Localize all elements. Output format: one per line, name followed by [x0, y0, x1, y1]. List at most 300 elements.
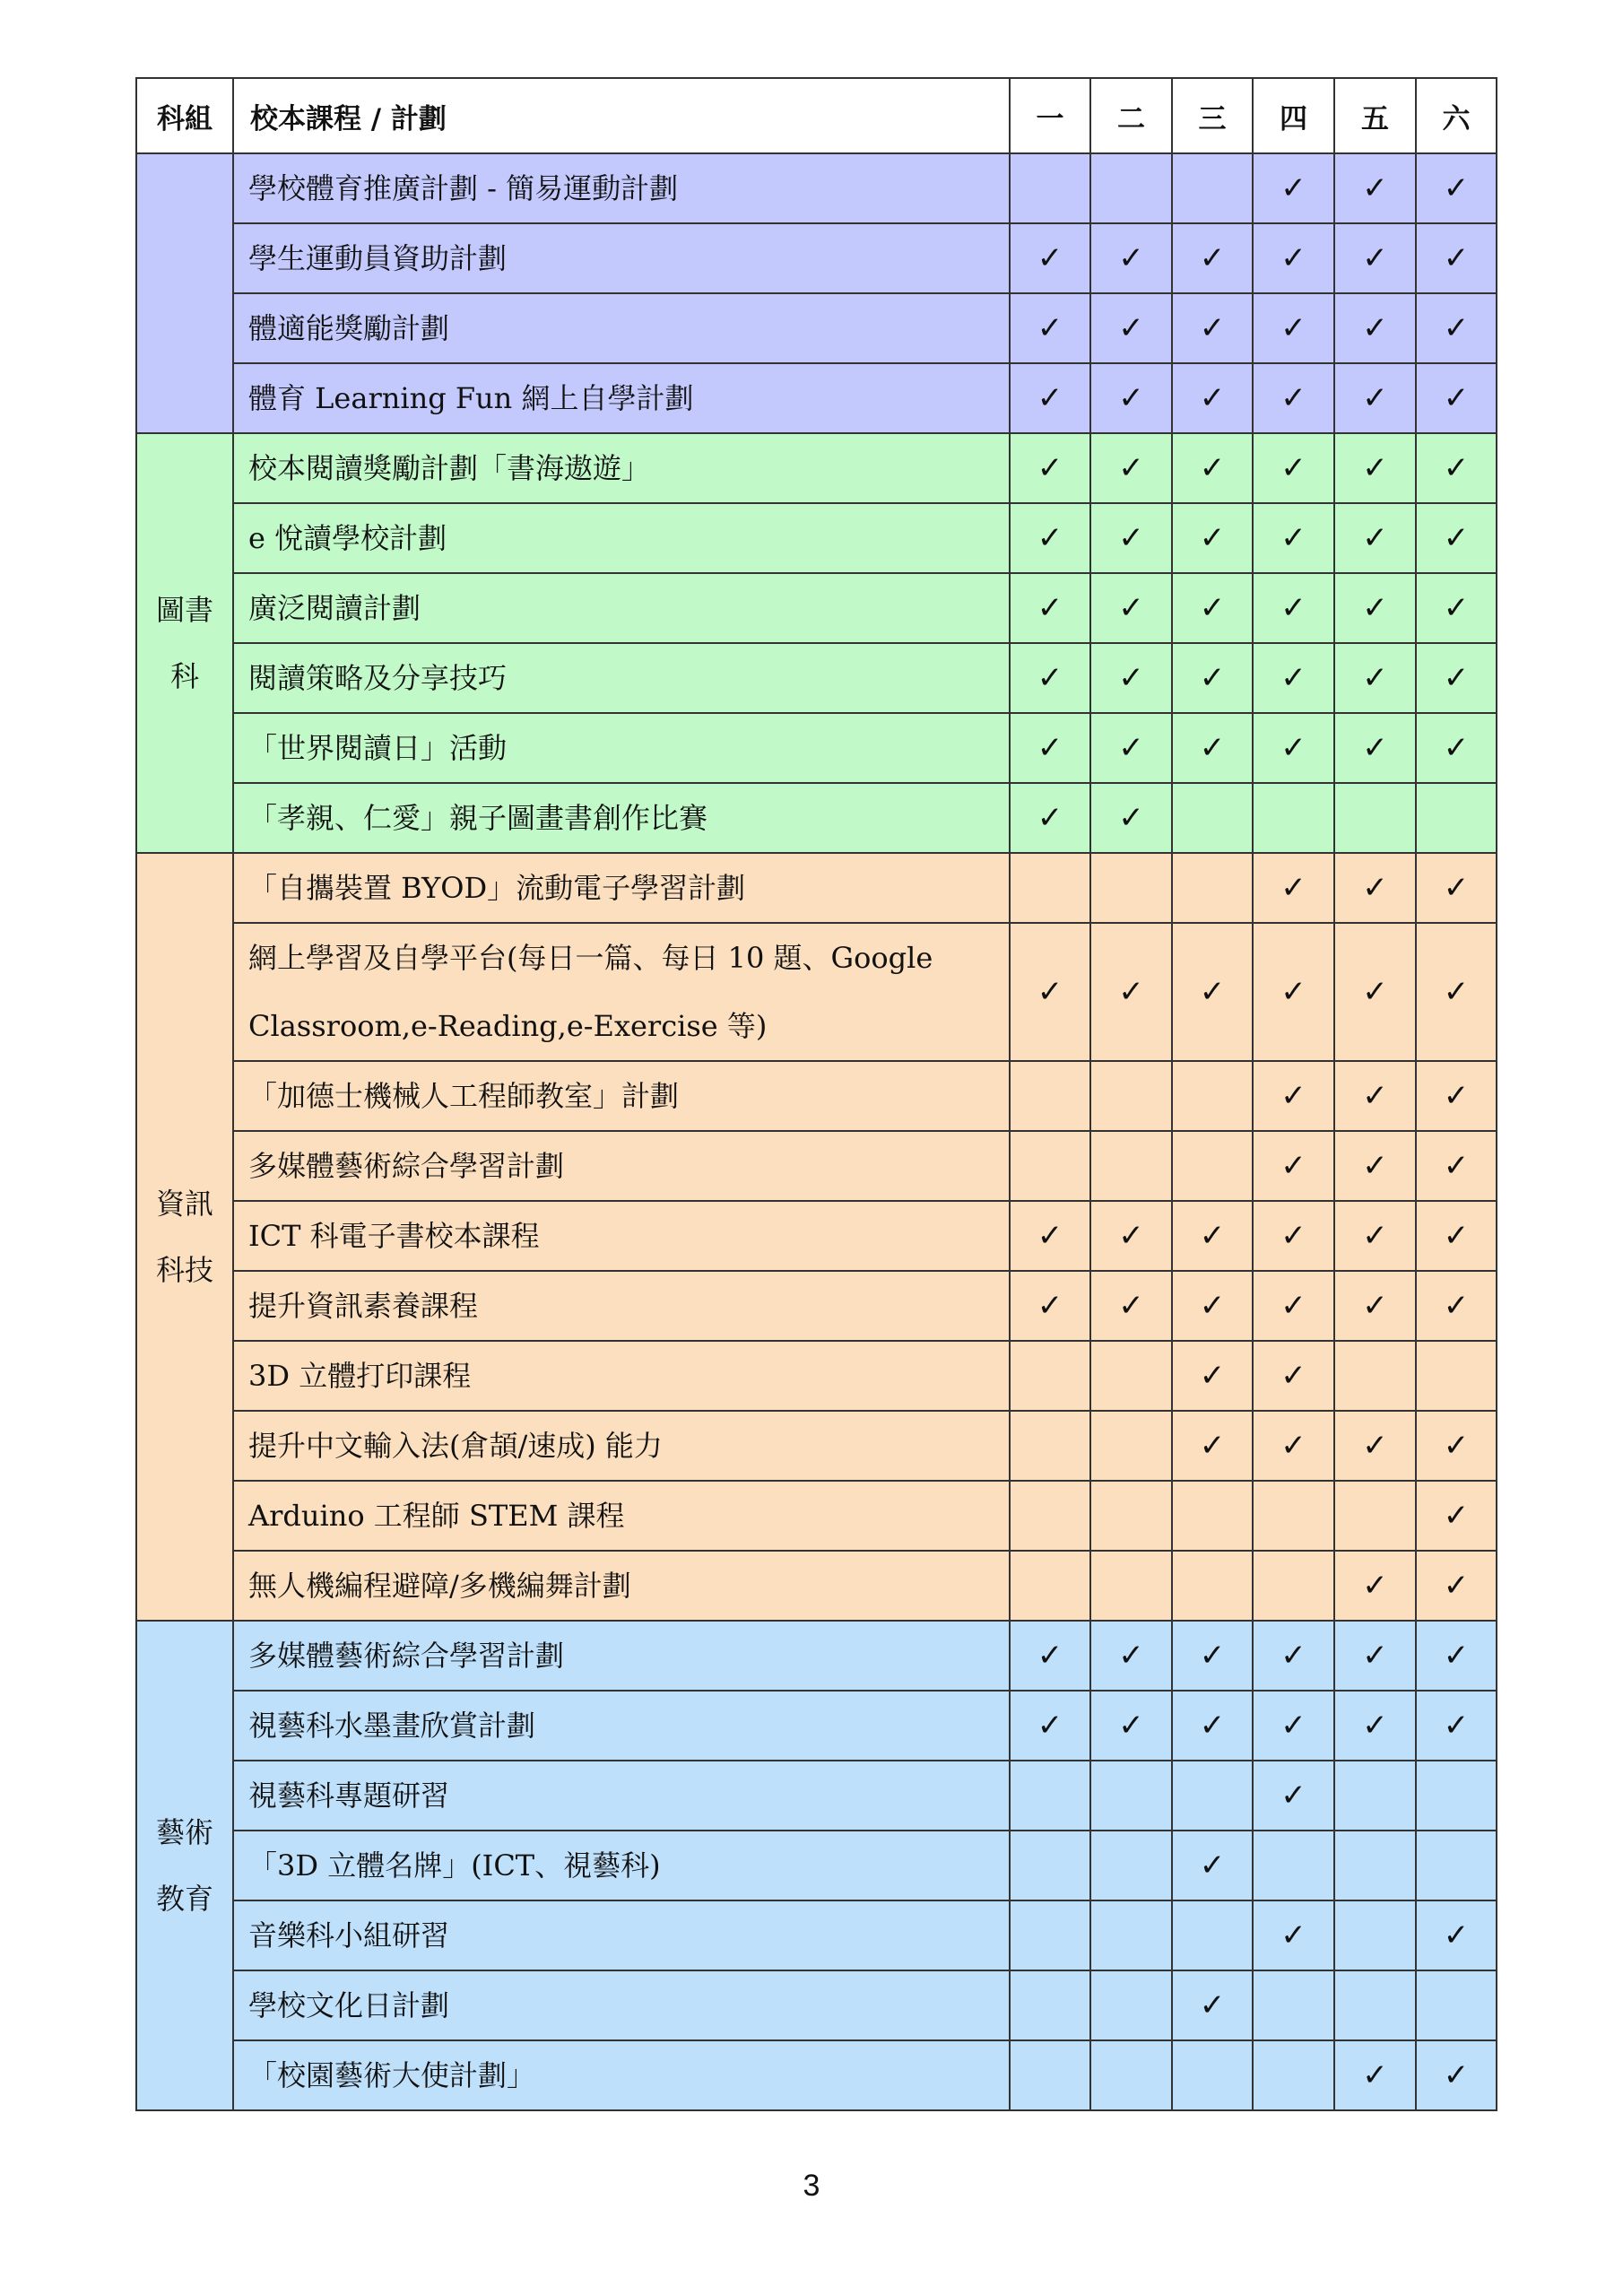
grade-1-cell	[1010, 1621, 1090, 1691]
grade-4-cell	[1253, 1621, 1334, 1691]
grade-4-cell	[1253, 783, 1334, 853]
grade-2-cell	[1090, 643, 1172, 713]
check-icon: ✓	[1037, 974, 1063, 1010]
check-icon: ✓	[1280, 1918, 1306, 1953]
grade-4-cell	[1253, 1970, 1334, 2040]
check-icon: ✓	[1443, 1288, 1470, 1324]
subject-group-cell: 資訊 科技	[136, 853, 233, 1621]
check-icon: ✓	[1362, 520, 1388, 556]
grade-5-cell	[1334, 783, 1416, 853]
grade-3-cell	[1172, 1201, 1253, 1271]
grade-5-cell	[1334, 923, 1416, 1061]
check-icon: ✓	[1037, 240, 1063, 276]
grade-3-cell	[1172, 1621, 1253, 1691]
course-name-cell: 多媒體藝術綜合學習計劃	[233, 1621, 1010, 1691]
grade-2-cell	[1090, 573, 1172, 643]
grade-6-cell	[1416, 2040, 1497, 2110]
table-row	[136, 1970, 1497, 2040]
grade-2-cell	[1090, 853, 1172, 923]
grade-1-cell	[1010, 293, 1090, 363]
check-icon: ✓	[1362, 1078, 1388, 1114]
grade-1-cell	[1010, 2040, 1090, 2110]
header-grade-4: 四	[1253, 78, 1334, 153]
grade-5-cell	[1334, 1761, 1416, 1831]
grade-3-cell	[1172, 1481, 1253, 1551]
table-row	[136, 503, 1497, 573]
curriculum-table	[135, 77, 1497, 2111]
check-icon: ✓	[1362, 1708, 1388, 1744]
grade-1-cell	[1010, 1900, 1090, 1970]
check-icon: ✓	[1280, 1638, 1306, 1674]
grade-1-cell	[1010, 1691, 1090, 1761]
check-icon: ✓	[1280, 380, 1306, 416]
check-icon: ✓	[1118, 450, 1144, 486]
header-grade-1: 一	[1010, 78, 1090, 153]
grade-6-cell	[1416, 1831, 1497, 1900]
check-icon: ✓	[1199, 974, 1226, 1010]
grade-1-cell	[1010, 503, 1090, 573]
grade-5-cell	[1334, 1900, 1416, 1970]
course-name-cell: 「自攜裝置 BYOD」流動電子學習計劃	[233, 853, 1010, 923]
check-icon: ✓	[1443, 450, 1470, 486]
grade-1-cell	[1010, 923, 1090, 1061]
check-icon: ✓	[1443, 310, 1470, 346]
check-icon: ✓	[1280, 1708, 1306, 1744]
check-icon: ✓	[1443, 870, 1470, 906]
grade-6-cell	[1416, 783, 1497, 853]
check-icon: ✓	[1280, 1218, 1306, 1254]
grade-2-cell	[1090, 1831, 1172, 1900]
check-icon: ✓	[1362, 450, 1388, 486]
grade-3-cell	[1172, 503, 1253, 573]
course-name-cell: 網上學習及自學平台(每日一篇、每日 10 題、Google Classroom,e-Reading,e-Exercise 等)	[233, 923, 1010, 1061]
check-icon: ✓	[1037, 1638, 1063, 1674]
grade-5-cell	[1334, 1341, 1416, 1411]
check-icon: ✓	[1199, 450, 1226, 486]
grade-6-cell	[1416, 153, 1497, 223]
check-icon: ✓	[1280, 1288, 1306, 1324]
course-name-cell: 閱讀策略及分享技巧	[233, 643, 1010, 713]
check-icon: ✓	[1199, 660, 1226, 696]
check-icon: ✓	[1199, 1218, 1226, 1254]
check-icon: ✓	[1199, 240, 1226, 276]
table-row	[136, 1900, 1497, 1970]
table-row	[136, 643, 1497, 713]
grade-2-cell	[1090, 153, 1172, 223]
grade-6-cell	[1416, 573, 1497, 643]
grade-2-cell	[1090, 1481, 1172, 1551]
check-icon: ✓	[1118, 590, 1144, 626]
table-row	[136, 1621, 1497, 1691]
check-icon: ✓	[1443, 974, 1470, 1010]
grade-3-cell	[1172, 293, 1253, 363]
check-icon: ✓	[1199, 1848, 1226, 1883]
check-icon: ✓	[1118, 380, 1144, 416]
grade-1-cell	[1010, 1271, 1090, 1341]
grade-4-cell	[1253, 573, 1334, 643]
check-icon: ✓	[1443, 1428, 1470, 1464]
grade-6-cell	[1416, 1970, 1497, 2040]
page-number: 3	[803, 2169, 820, 2203]
grade-5-cell	[1334, 363, 1416, 433]
course-name-cell: 無人機編程避障/多機編舞計劃	[233, 1551, 1010, 1621]
check-icon: ✓	[1118, 974, 1144, 1010]
grade-6-cell	[1416, 713, 1497, 783]
grade-5-cell	[1334, 1131, 1416, 1201]
grade-1-cell	[1010, 1131, 1090, 1201]
grade-4-cell	[1253, 1831, 1334, 1900]
table-row	[136, 1341, 1497, 1411]
check-icon: ✓	[1362, 1288, 1388, 1324]
header-course: 校本課程 / 計劃	[233, 78, 1010, 153]
check-icon: ✓	[1443, 1498, 1470, 1534]
check-icon: ✓	[1362, 1148, 1388, 1184]
course-name-cell: 「世界閱讀日」活動	[233, 713, 1010, 783]
course-name-cell: 多媒體藝術綜合學習計劃	[233, 1131, 1010, 1201]
course-name-cell: 「孝親、仁愛」親子圖畫書創作比賽	[233, 783, 1010, 853]
check-icon: ✓	[1443, 1218, 1470, 1254]
table-row	[136, 363, 1497, 433]
grade-4-cell	[1253, 853, 1334, 923]
grade-6-cell	[1416, 503, 1497, 573]
grade-5-cell	[1334, 153, 1416, 223]
check-icon: ✓	[1362, 660, 1388, 696]
header-grade-5: 五	[1334, 78, 1416, 153]
table-row	[136, 1061, 1497, 1131]
check-icon: ✓	[1362, 590, 1388, 626]
course-name-cell: 音樂科小組研習	[233, 1900, 1010, 1970]
check-icon: ✓	[1443, 240, 1470, 276]
grade-2-cell	[1090, 923, 1172, 1061]
grade-4-cell	[1253, 1341, 1334, 1411]
grade-2-cell	[1090, 363, 1172, 433]
table-row	[136, 1761, 1497, 1831]
grade-5-cell	[1334, 1621, 1416, 1691]
grade-5-cell	[1334, 1271, 1416, 1341]
grade-5-cell	[1334, 1551, 1416, 1621]
check-icon: ✓	[1362, 870, 1388, 906]
check-icon: ✓	[1118, 1218, 1144, 1254]
grade-5-cell	[1334, 1411, 1416, 1481]
check-icon: ✓	[1118, 520, 1144, 556]
table-row	[136, 1691, 1497, 1761]
grade-5-cell	[1334, 573, 1416, 643]
grade-5-cell	[1334, 1831, 1416, 1900]
grade-1-cell	[1010, 1341, 1090, 1411]
grade-4-cell	[1253, 1061, 1334, 1131]
grade-5-cell	[1334, 433, 1416, 503]
grade-4-cell	[1253, 293, 1334, 363]
table-row	[136, 573, 1497, 643]
check-icon: ✓	[1199, 1638, 1226, 1674]
grade-6-cell	[1416, 1131, 1497, 1201]
grade-2-cell	[1090, 1970, 1172, 2040]
check-icon: ✓	[1443, 520, 1470, 556]
grade-5-cell	[1334, 1970, 1416, 2040]
grade-2-cell	[1090, 1341, 1172, 1411]
grade-4-cell	[1253, 1411, 1334, 1481]
grade-1-cell	[1010, 783, 1090, 853]
grade-2-cell	[1090, 1761, 1172, 1831]
grade-4-cell	[1253, 923, 1334, 1061]
grade-6-cell	[1416, 363, 1497, 433]
grade-3-cell	[1172, 1341, 1253, 1411]
grade-5-cell	[1334, 2040, 1416, 2110]
course-name-cell: e 悅讀學校計劃	[233, 503, 1010, 573]
grade-3-cell	[1172, 153, 1253, 223]
course-name-cell: 學校文化日計劃	[233, 1970, 1010, 2040]
course-name-cell: 視藝科水墨畫欣賞計劃	[233, 1691, 1010, 1761]
check-icon: ✓	[1037, 1288, 1063, 1324]
check-icon: ✓	[1362, 310, 1388, 346]
grade-2-cell	[1090, 783, 1172, 853]
grade-1-cell	[1010, 1061, 1090, 1131]
grade-2-cell	[1090, 223, 1172, 293]
course-name-cell: 體育 Learning Fun 網上自學計劃	[233, 363, 1010, 433]
grade-3-cell	[1172, 1691, 1253, 1761]
table-row	[136, 783, 1497, 853]
grade-6-cell	[1416, 1481, 1497, 1551]
grade-4-cell	[1253, 1481, 1334, 1551]
check-icon: ✓	[1280, 310, 1306, 346]
table-body	[136, 153, 1497, 2110]
grade-5-cell	[1334, 1061, 1416, 1131]
grade-3-cell	[1172, 1411, 1253, 1481]
grade-1-cell	[1010, 223, 1090, 293]
check-icon: ✓	[1443, 1638, 1470, 1674]
grade-1-cell	[1010, 363, 1090, 433]
check-icon: ✓	[1280, 240, 1306, 276]
grade-6-cell	[1416, 1271, 1497, 1341]
check-icon: ✓	[1118, 800, 1144, 836]
grade-1-cell	[1010, 573, 1090, 643]
course-name-cell: 「校園藝術大使計劃」	[233, 2040, 1010, 2110]
check-icon: ✓	[1443, 2057, 1470, 2093]
check-icon: ✓	[1443, 1918, 1470, 1953]
course-name-cell: 學生運動員資助計劃	[233, 223, 1010, 293]
grade-6-cell	[1416, 1411, 1497, 1481]
check-icon: ✓	[1199, 1358, 1226, 1394]
check-icon: ✓	[1280, 520, 1306, 556]
check-icon: ✓	[1443, 1148, 1470, 1184]
grade-4-cell	[1253, 713, 1334, 783]
check-icon: ✓	[1199, 1428, 1226, 1464]
grade-3-cell	[1172, 573, 1253, 643]
check-icon: ✓	[1280, 1778, 1306, 1813]
table-row	[136, 1831, 1497, 1900]
check-icon: ✓	[1362, 380, 1388, 416]
table-row	[136, 1201, 1497, 1271]
course-name-cell: 提升中文輸入法(倉頡/速成) 能力	[233, 1411, 1010, 1481]
check-icon: ✓	[1443, 590, 1470, 626]
grade-2-cell	[1090, 1900, 1172, 1970]
grade-2-cell	[1090, 713, 1172, 783]
grade-2-cell	[1090, 1551, 1172, 1621]
check-icon: ✓	[1199, 520, 1226, 556]
grade-5-cell	[1334, 1481, 1416, 1551]
course-name-cell: 廣泛閱讀計劃	[233, 573, 1010, 643]
grade-1-cell	[1010, 1970, 1090, 2040]
table-row	[136, 1131, 1497, 1201]
grade-4-cell	[1253, 2040, 1334, 2110]
check-icon: ✓	[1199, 1987, 1226, 2023]
check-icon: ✓	[1118, 1288, 1144, 1324]
grade-2-cell	[1090, 433, 1172, 503]
header-grade-6: 六	[1416, 78, 1497, 153]
check-icon: ✓	[1443, 1078, 1470, 1114]
grade-3-cell	[1172, 643, 1253, 713]
check-icon: ✓	[1362, 2057, 1388, 2093]
check-icon: ✓	[1037, 1218, 1063, 1254]
grade-1-cell	[1010, 713, 1090, 783]
grade-4-cell	[1253, 223, 1334, 293]
grade-3-cell	[1172, 1131, 1253, 1201]
check-icon: ✓	[1443, 1708, 1470, 1744]
check-icon: ✓	[1362, 730, 1388, 766]
grade-2-cell	[1090, 1271, 1172, 1341]
grade-6-cell	[1416, 1201, 1497, 1271]
grade-6-cell	[1416, 1551, 1497, 1621]
check-icon: ✓	[1037, 660, 1063, 696]
grade-6-cell	[1416, 853, 1497, 923]
grade-1-cell	[1010, 1761, 1090, 1831]
table-row	[136, 1411, 1497, 1481]
course-name-cell: 提升資訊素養課程	[233, 1271, 1010, 1341]
grade-4-cell	[1253, 1201, 1334, 1271]
table-row	[136, 153, 1497, 223]
grade-6-cell	[1416, 1900, 1497, 1970]
table-row	[136, 2040, 1497, 2110]
check-icon: ✓	[1280, 730, 1306, 766]
check-icon: ✓	[1037, 450, 1063, 486]
check-icon: ✓	[1118, 310, 1144, 346]
grade-5-cell	[1334, 643, 1416, 713]
grade-3-cell	[1172, 923, 1253, 1061]
check-icon: ✓	[1118, 1708, 1144, 1744]
grade-3-cell	[1172, 783, 1253, 853]
grade-3-cell	[1172, 1061, 1253, 1131]
check-icon: ✓	[1118, 1638, 1144, 1674]
check-icon: ✓	[1280, 1148, 1306, 1184]
check-icon: ✓	[1362, 1428, 1388, 1464]
grade-1-cell	[1010, 153, 1090, 223]
check-icon: ✓	[1443, 1568, 1470, 1604]
check-icon: ✓	[1362, 1568, 1388, 1604]
grade-2-cell	[1090, 1131, 1172, 1201]
course-name-cell: 3D 立體打印課程	[233, 1341, 1010, 1411]
table-row	[136, 433, 1497, 503]
header-subject: 科組	[136, 78, 233, 153]
table-header-row	[136, 78, 1497, 153]
check-icon: ✓	[1118, 730, 1144, 766]
check-icon: ✓	[1280, 660, 1306, 696]
grade-6-cell	[1416, 923, 1497, 1061]
grade-6-cell	[1416, 1621, 1497, 1691]
grade-4-cell	[1253, 1761, 1334, 1831]
grade-3-cell	[1172, 853, 1253, 923]
grade-5-cell	[1334, 293, 1416, 363]
grade-5-cell	[1334, 1691, 1416, 1761]
header-grade-2: 二	[1090, 78, 1172, 153]
grade-6-cell	[1416, 1761, 1497, 1831]
grade-3-cell	[1172, 1831, 1253, 1900]
check-icon: ✓	[1443, 660, 1470, 696]
check-icon: ✓	[1199, 590, 1226, 626]
table-row	[136, 223, 1497, 293]
grade-4-cell	[1253, 363, 1334, 433]
grade-2-cell	[1090, 1621, 1172, 1691]
grade-3-cell	[1172, 1761, 1253, 1831]
grade-1-cell	[1010, 1201, 1090, 1271]
grade-6-cell	[1416, 1341, 1497, 1411]
grade-4-cell	[1253, 643, 1334, 713]
check-icon: ✓	[1199, 380, 1226, 416]
grade-2-cell	[1090, 1691, 1172, 1761]
grade-3-cell	[1172, 1551, 1253, 1621]
check-icon: ✓	[1362, 170, 1388, 206]
grade-3-cell	[1172, 1970, 1253, 2040]
grade-6-cell	[1416, 1061, 1497, 1131]
course-name-cell: 學校體育推廣計劃 - 簡易運動計劃	[233, 153, 1010, 223]
check-icon: ✓	[1199, 1708, 1226, 1744]
grade-2-cell	[1090, 2040, 1172, 2110]
grade-2-cell	[1090, 1201, 1172, 1271]
check-icon: ✓	[1443, 730, 1470, 766]
table-row	[136, 293, 1497, 363]
grade-1-cell	[1010, 1411, 1090, 1481]
grade-6-cell	[1416, 643, 1497, 713]
subject-group-cell	[136, 153, 233, 433]
grade-5-cell	[1334, 853, 1416, 923]
grade-6-cell	[1416, 223, 1497, 293]
subject-group-cell: 藝術 教育	[136, 1621, 233, 2110]
check-icon: ✓	[1280, 974, 1306, 1010]
table-row	[136, 713, 1497, 783]
grade-2-cell	[1090, 293, 1172, 363]
check-icon: ✓	[1280, 170, 1306, 206]
course-name-cell: 視藝科專題研習	[233, 1761, 1010, 1831]
check-icon: ✓	[1118, 660, 1144, 696]
grade-4-cell	[1253, 1691, 1334, 1761]
grade-2-cell	[1090, 503, 1172, 573]
grade-3-cell	[1172, 713, 1253, 783]
subject-group-cell: 圖書 科	[136, 433, 233, 853]
check-icon: ✓	[1280, 1428, 1306, 1464]
check-icon: ✓	[1037, 730, 1063, 766]
grade-4-cell	[1253, 503, 1334, 573]
grade-1-cell	[1010, 1831, 1090, 1900]
grade-5-cell	[1334, 713, 1416, 783]
check-icon: ✓	[1037, 590, 1063, 626]
check-icon: ✓	[1280, 1358, 1306, 1394]
check-icon: ✓	[1199, 1288, 1226, 1324]
table-row	[136, 1271, 1497, 1341]
check-icon: ✓	[1362, 1638, 1388, 1674]
course-name-cell: 「加德士機械人工程師教室」計劃	[233, 1061, 1010, 1131]
check-icon: ✓	[1280, 450, 1306, 486]
table-row	[136, 1551, 1497, 1621]
course-name-cell: ICT 科電子書校本課程	[233, 1201, 1010, 1271]
check-icon: ✓	[1037, 800, 1063, 836]
course-name-cell: 「3D 立體名牌」(ICT、視藝科)	[233, 1831, 1010, 1900]
grade-5-cell	[1334, 1201, 1416, 1271]
table-row	[136, 853, 1497, 923]
check-icon: ✓	[1443, 380, 1470, 416]
check-icon: ✓	[1280, 590, 1306, 626]
grade-1-cell	[1010, 853, 1090, 923]
grade-1-cell	[1010, 643, 1090, 713]
grade-4-cell	[1253, 1271, 1334, 1341]
